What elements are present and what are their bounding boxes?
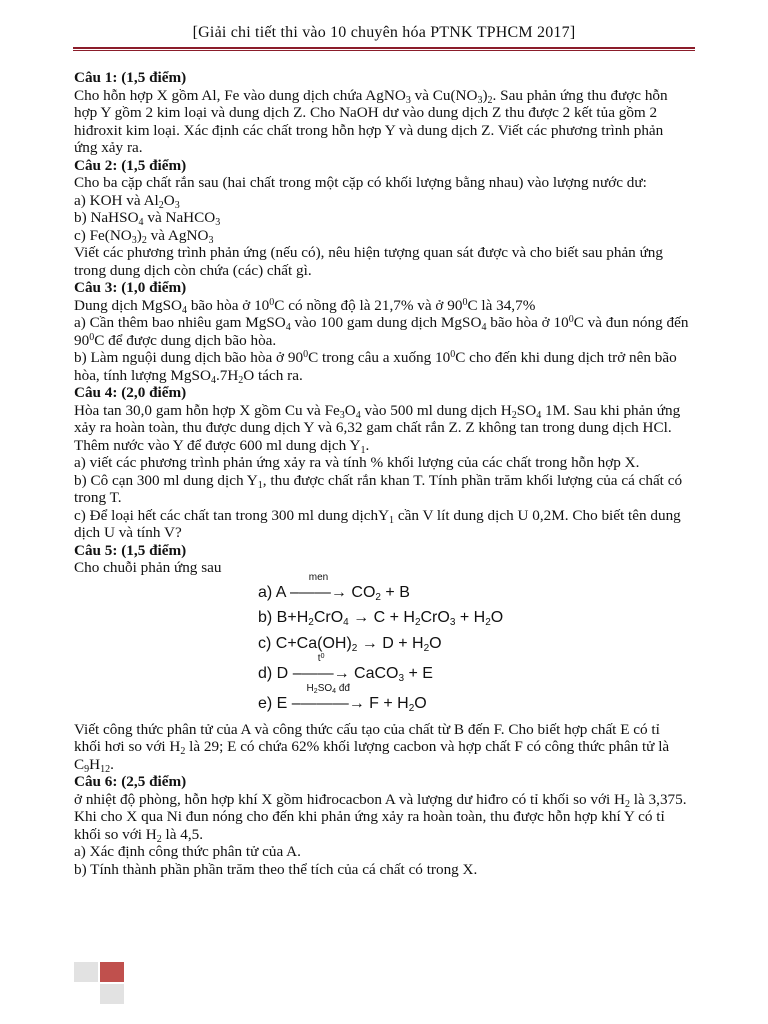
header-rule-thick — [73, 47, 695, 49]
exam-content — [74, 69, 690, 878]
question-1-text: Cho hỗn hợp X gồm Al, Fe vào dung dịch chứa AgNO$_3$ và $Cu(NO_3)_2$. Sau phản ứng thu được hỗn hợp Y gồm 2 kim loại và dung dịch Z. Cho NaOH dư vào dung dịch Z thu được 2 kết tủa gồm 2 hiđroxit kim loại. Xác định các chất trong hỗn hợp Y và dung dịch Z. Viết các phương trình phản ứng xảy ra. — [74, 86, 668, 156]
question-6-part-b: b) Tính thành phần phần trăm theo thể tích của cá chất có trong X. — [74, 860, 478, 878]
arrow-icon: men –——→ — [290, 571, 347, 601]
arrow-icon: $t^0$ –——→ — [292, 652, 350, 682]
footer-square-grey — [74, 962, 98, 982]
question-6-intro: ở nhiệt độ phòng, hỗn hợp khí X gồm hiđrocacbon A và lượng dư hiđro có tỉ khối so với $H_2$ là 3,375. Khi cho X qua Ni đun nóng cho đến khi phản ứng xảy ra hoàn toàn, thu được hỗn hợp khí Y có tỉ khối so với $H_2$ là 4,5. — [74, 790, 687, 845]
page-header: [Giải chi tiết thi vào 10 chuyên hóa PTNK TPHCM 2017] — [192, 24, 576, 41]
question-5-title: Câu 5: (1,5 điểm) — [74, 541, 187, 559]
reaction-d: d) D $t^0$ –——→ CaCO$_3$ + E — [258, 652, 433, 684]
reaction-b: b) $B+H_2CrO_4 \to C + H_2CrO_3 + H_2O$ — [258, 608, 504, 628]
question-6-title: Câu 6: (2,5 điểm) — [74, 773, 187, 790]
header-rule-thin — [73, 50, 695, 51]
question-4-part-c: c) Để loại hết các chất tan trong 300 ml dung dịchY$_1$ cần V lít dung dịch U 0,2M. Cho biết tên dung dịch U và tính V? — [74, 506, 681, 541]
reaction-e: e) E $H_2SO_4$ đđ –———→ $F + H_2O$ — [258, 682, 427, 714]
question-3-part-a: a) Cần thêm bao nhiêu gam MgSO$_4$ vào 100 gam dung dịch MgSO$_4$ bão hòa ở $10^0C$ và đun nóng đến $90^0C$ để được dung dịch bão hòa. — [74, 314, 689, 349]
question-3-part-b: b) Làm nguội dung dịch bão hòa ở $90^0C$ trong câu a xuống $10^0C$ cho đến khi dung dịch trở nên bão hòa, tính lượng $MgSO_4.7H_2O$ tách ra. — [74, 349, 677, 386]
question-2-title: Câu 2: (1,5 điểm) — [74, 156, 187, 174]
question-4-intro: Hòa tan 30,0 gam hỗn hợp X gồm Cu và $Fe_3O_4$ vào 500 ml dung dịch $H_2SO_4$ 1M. Sau khi phản ứng xảy ra hoàn toàn, thu được dung dịch Y và 6,32 gam chất rắn Z. Z không tan trong dung dịch HCl. Thêm nước vào Y để được 600 ml dung dịch $Y_1$. — [74, 401, 681, 456]
question-1-title: Câu 1: (1,5 điểm) — [74, 69, 187, 86]
question-3-line-1: Dung dịch MgSO$_4$ bão hòa ở $10^0C$ có nồng độ là 21,7% và ở $90^0C$ là 34,7% — [74, 296, 536, 316]
question-2-item-c: c) $Fe(NO_3)_2$ và AgNO$_3$ — [74, 226, 214, 246]
question-2-item-a: a) KOH và $Al_2O_3$ — [74, 191, 180, 211]
arrow-icon: $H_2SO_4$ đđ –———→ — [291, 682, 365, 712]
question-2-outro: Viết các phương trình phản ứng (nếu có), nêu hiện tượng quan sát được và cho biết sau phản ứng trong dung dịch còn chứa (các) chất gì. — [74, 244, 663, 279]
question-3-title: Câu 3: (1,0 điểm) — [74, 279, 187, 296]
footer-square-red — [100, 962, 124, 982]
question-5-intro: Cho chuỗi phản ứng sau — [74, 559, 222, 576]
question-2-item-b: b) NaHSO$_4$ và NaHCO$_3$ — [74, 209, 221, 228]
question-4-part-b: b) Cô cạn 300 ml dung dịch $Y_1$, thu được chất rắn khan T. Tính phần trăm khối lượng của cá chất có trong T. — [74, 471, 683, 506]
footer-square-grey-lower — [100, 984, 124, 1004]
question-4-title: Câu 4: (2,0 điểm) — [74, 384, 187, 401]
reaction-c: c) $C+Ca(OH)_2 \to D + H_2O$ — [258, 634, 442, 654]
question-4-part-a: a) viết các phương trình phản ứng xảy ra và tính % khối lượng của các chất trong hỗn hợp X. — [74, 454, 640, 471]
question-5-text: Viết công thức phân tử của A và công thức cấu tạo của chất từ B đến F. Cho biết hợp chất E có tỉ khối hơi so với $H_2$ là 29; E có chứa 62% khối lượng cacbon và hợp chất F có công thức phân tử là $C_9H_{12}$. — [74, 720, 670, 775]
question-2-intro: Cho ba cặp chất rắn sau (hai chất trong một cặp có khối lượng bằng nhau) vào lượng nước dư: — [74, 174, 647, 191]
question-6-part-a: a) Xác định công thức phân tử của A. — [74, 843, 301, 860]
reaction-a: a) A men –——→ $CO_2 + B$ — [258, 571, 410, 603]
